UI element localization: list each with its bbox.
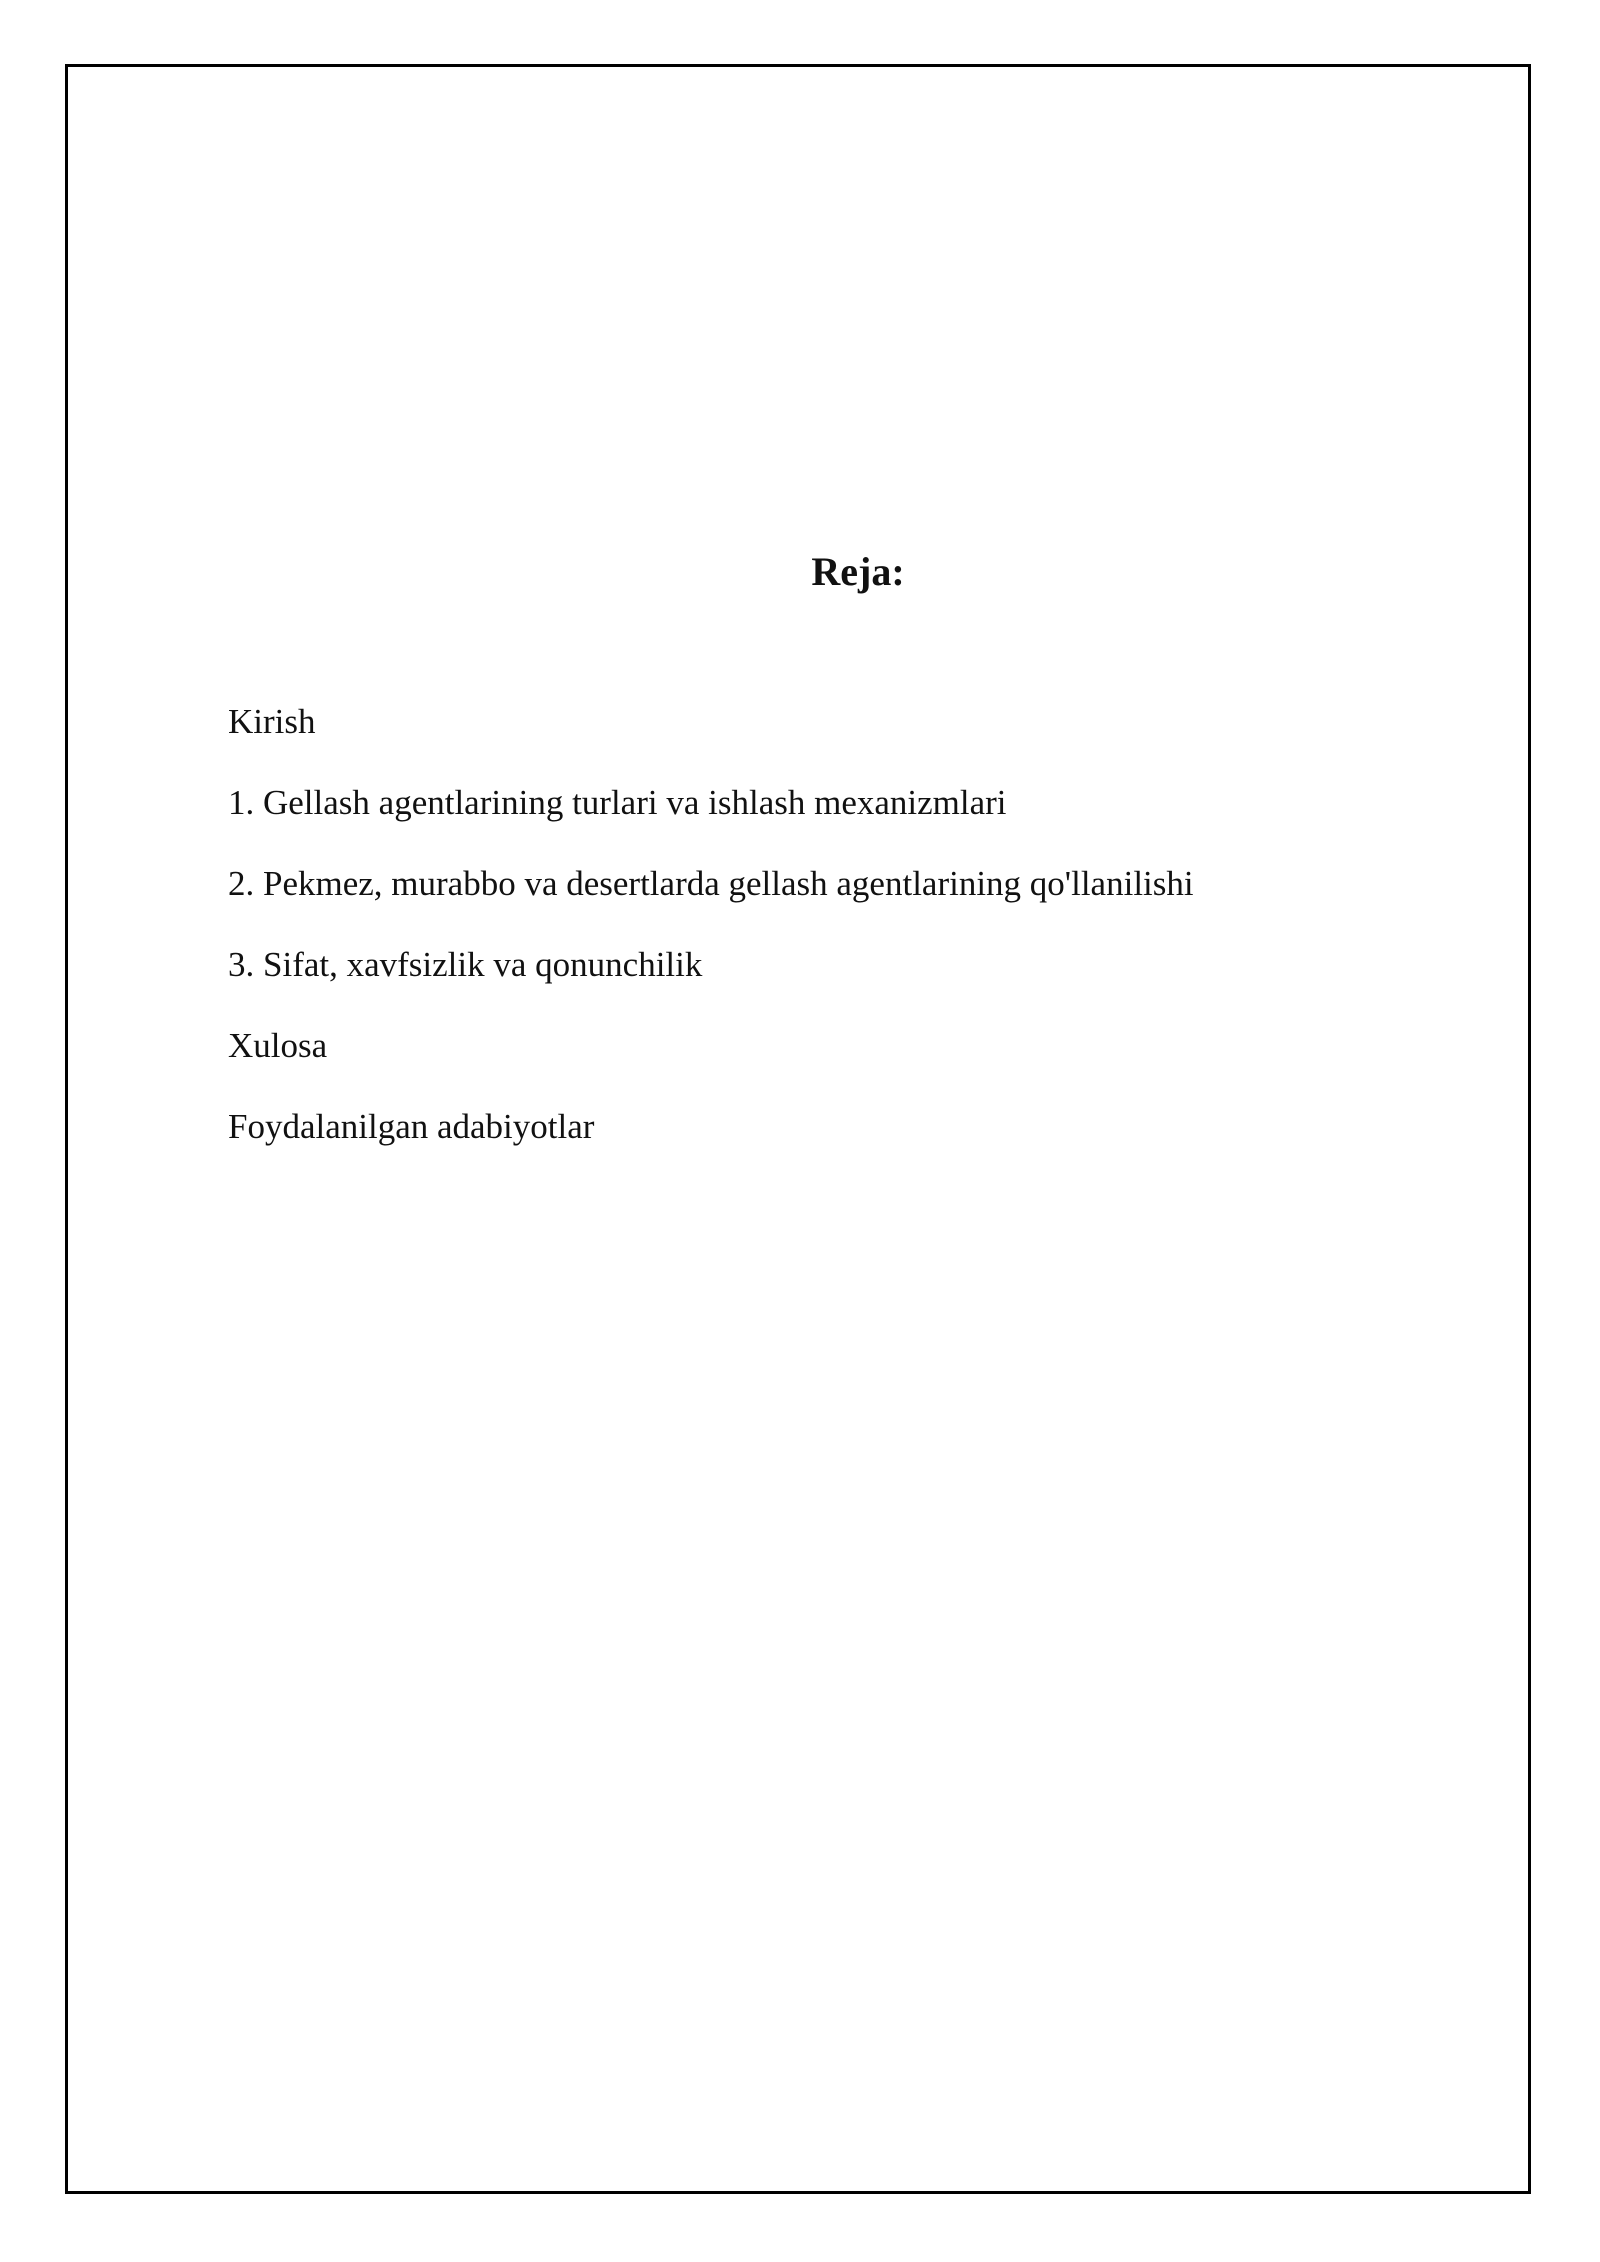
plan-item-2: 2. Pekmez, murabbo va desertlarda gellash agentlarining qo'llanilishi [228, 864, 1194, 903]
plan-item-3: 3. Sifat, xavfsizlik va qonunchilik [228, 945, 703, 984]
plan-item-intro: Kirish [228, 702, 316, 741]
plan-item-1: 1. Gellash agentlarining turlari va ishlash mexanizmlari [228, 783, 1007, 822]
page-title: Reja: [811, 549, 905, 594]
plan-item-references: Foydalanilgan adabiyotlar [228, 1107, 595, 1146]
plan-item-conclusion: Xulosa [228, 1026, 328, 1065]
plan-list [228, 700, 1194, 1186]
